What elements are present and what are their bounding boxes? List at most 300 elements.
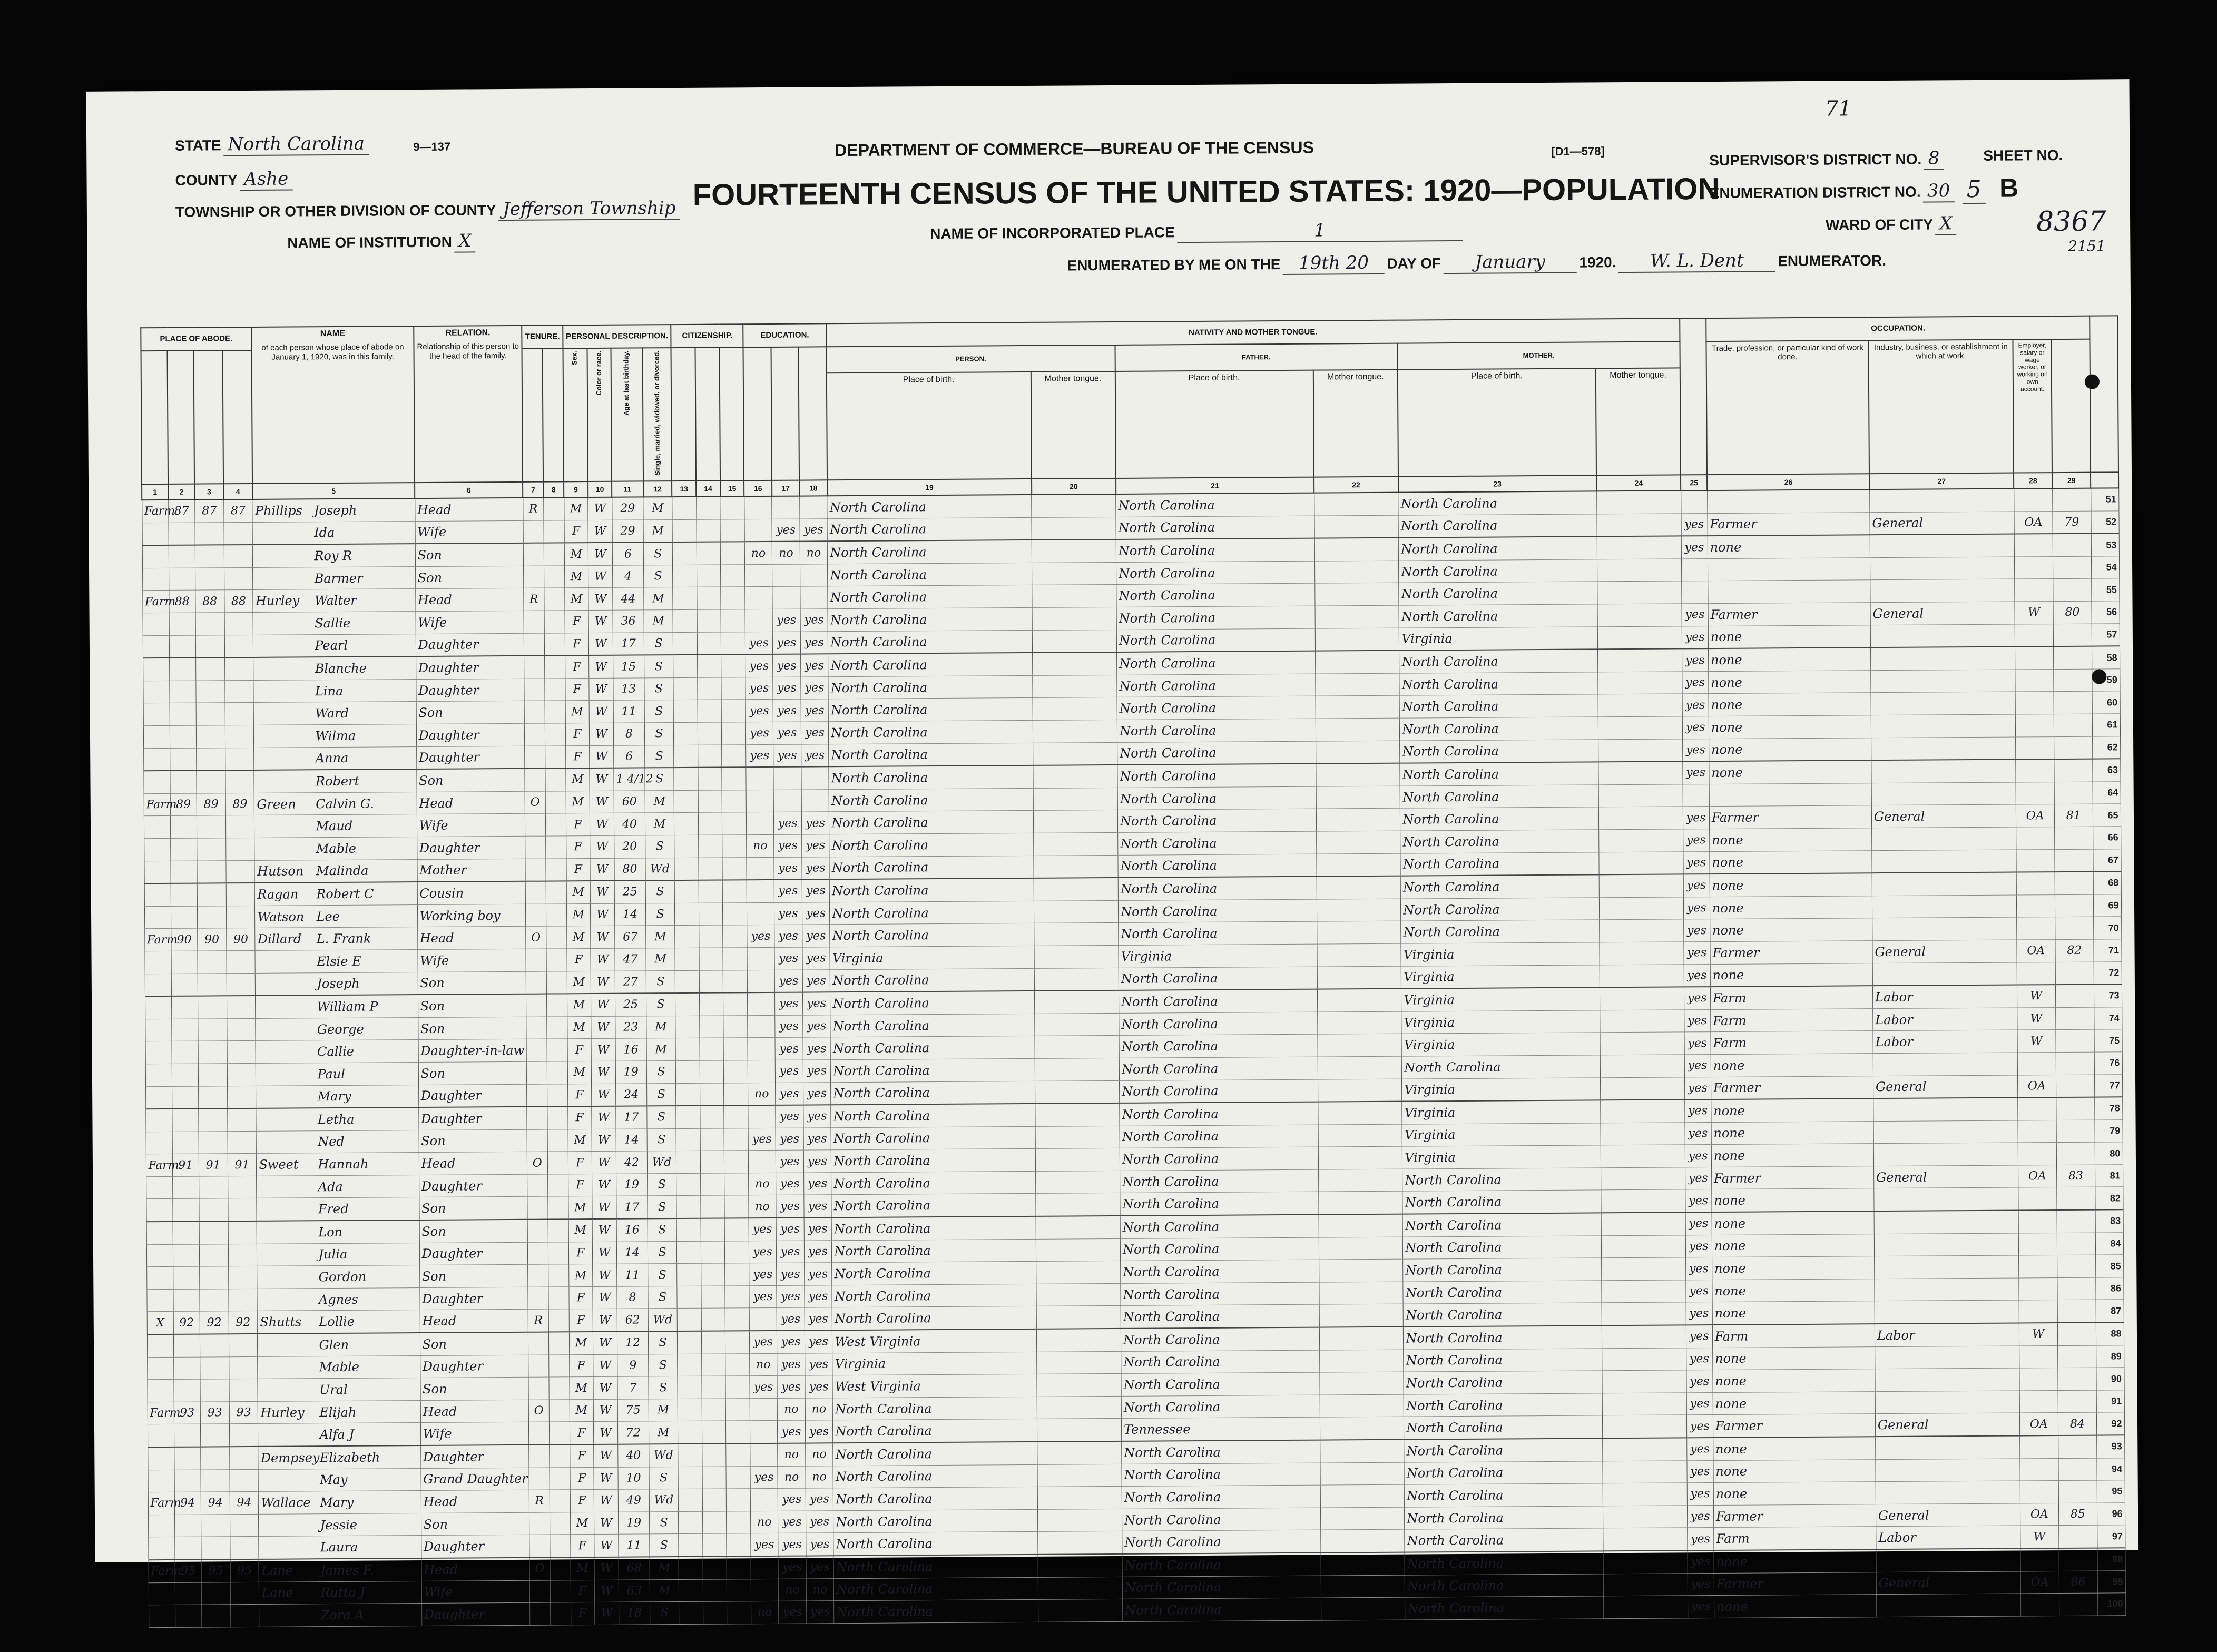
- cell-mother-birthplace: North Carolina: [1402, 1190, 1601, 1214]
- cell-birthplace: North Carolina: [834, 1600, 1038, 1624]
- cell-school: [750, 1489, 778, 1511]
- cell-family-number: [225, 770, 254, 793]
- cell-sex: F: [568, 1286, 593, 1309]
- cell-father-birthplace: North Carolina: [1117, 786, 1316, 810]
- cell-family-number: [229, 1424, 258, 1447]
- cell-industry: [1873, 1098, 2018, 1122]
- cell-immigration: [675, 948, 699, 970]
- column-number: 9: [564, 481, 588, 497]
- cell-employer: [2019, 1390, 2058, 1413]
- cell-trade: Farm: [1711, 1031, 1873, 1054]
- col-school-header: [743, 347, 772, 480]
- cell-mother-birthplace: Virginia: [1401, 965, 1600, 988]
- cell-marital: M: [644, 587, 673, 610]
- cell-age: 16: [616, 1218, 648, 1241]
- cell-dwelling-number: [201, 1537, 230, 1559]
- cell-mother-tongue: [1597, 514, 1681, 537]
- given-name: Joseph: [313, 503, 357, 518]
- cell-write: yes: [801, 722, 829, 744]
- sheet-field: [1983, 147, 2063, 164]
- cell-race: W: [593, 1242, 617, 1264]
- cell-name: [256, 1062, 418, 1085]
- cell-birthplace: North Carolina: [831, 1216, 1036, 1240]
- cell-house-number: [174, 1470, 201, 1492]
- cell-dwelling-number: [198, 1041, 227, 1064]
- cell-dwelling-number: [197, 906, 226, 929]
- cell-trade: none: [1710, 918, 1872, 941]
- cell-write: no: [800, 542, 828, 564]
- cell-read: yes: [773, 677, 801, 700]
- cell-trade: none: [1710, 896, 1872, 919]
- cell-race: W: [593, 1264, 617, 1287]
- column-number: 7: [523, 482, 543, 498]
- cell-mother-tongue: [1601, 1099, 1685, 1123]
- given-name: Laura: [320, 1539, 358, 1555]
- cell-read: yes: [777, 1331, 805, 1353]
- cell-school: yes: [749, 1331, 777, 1353]
- cell-sex: F: [570, 1444, 594, 1467]
- cell-industry: [1871, 714, 2015, 738]
- cell-father-tongue: [1314, 560, 1399, 584]
- cell-naturalization-year: [725, 1308, 749, 1331]
- cell-mother-tongue: [1602, 1393, 1686, 1416]
- row-number: 79: [2095, 1119, 2123, 1142]
- cell-farm-schedule: [2057, 1345, 2096, 1368]
- cell-relation: Daughter: [416, 746, 525, 769]
- enumerated-day: 19th 20: [1283, 252, 1385, 275]
- surname: [259, 1146, 318, 1147]
- cell-naturalization-year: [725, 1263, 749, 1286]
- cell-family-number: [230, 1514, 259, 1537]
- cell-school: no: [750, 1511, 778, 1533]
- cell-father-birthplace: North Carolina: [1116, 584, 1315, 607]
- cell-race: W: [592, 1129, 616, 1152]
- surname: Lane: [261, 1585, 293, 1601]
- col-marital-header: [642, 348, 672, 481]
- cell-mother-tongue: [1602, 1348, 1686, 1371]
- cell-sex: M: [566, 791, 590, 813]
- cell-immigration: [678, 1511, 702, 1534]
- cell-naturalization-year: [723, 1015, 748, 1038]
- column-number: 12: [643, 481, 672, 497]
- cell-relation: Daughter: [416, 723, 525, 746]
- cell-sex: F: [565, 655, 589, 678]
- cell-mother-tongue: [1603, 1506, 1687, 1529]
- column-number: 21: [1116, 477, 1314, 494]
- cell-age: 40: [617, 1444, 649, 1467]
- cell-school: [751, 1556, 779, 1579]
- cell-birthplace: North Carolina: [828, 675, 1033, 699]
- row-number: 55: [2092, 578, 2120, 601]
- cell-marital: M: [643, 497, 672, 519]
- cell-school: [750, 1421, 778, 1443]
- cell-employer: [2014, 534, 2053, 557]
- cell-father-birthplace: North Carolina: [1120, 1237, 1319, 1261]
- cell-home-owned: [527, 1174, 548, 1197]
- cell-street: [145, 1019, 171, 1041]
- surname: [256, 695, 315, 696]
- cell-mortgage: [543, 497, 564, 520]
- cell-mother-birthplace: North Carolina: [1402, 1213, 1601, 1236]
- cell-birthplace: North Carolina: [831, 1104, 1035, 1127]
- cell-relation: Daughter: [416, 633, 524, 656]
- cell-mother-tongue: [1601, 1257, 1685, 1281]
- county-value: Ashe: [240, 168, 292, 191]
- ward-value: X: [1935, 213, 1956, 235]
- cell-home-owned: R: [523, 498, 544, 520]
- cell-sex: F: [565, 678, 589, 701]
- cell-trade: none: [1714, 1549, 1876, 1573]
- cell-immigration: [675, 1083, 700, 1106]
- row-number: 89: [2096, 1345, 2124, 1368]
- cell-relation: Wife: [421, 1580, 530, 1604]
- cell-farm-schedule: [2056, 1052, 2094, 1075]
- cell-write: yes: [801, 744, 829, 766]
- cell-immigration: [674, 745, 698, 768]
- cell-mother-birthplace: North Carolina: [1400, 785, 1598, 809]
- cell-mother-birthplace: North Carolina: [1399, 694, 1598, 718]
- cell-home-owned: [524, 633, 544, 656]
- cell-marital: S: [644, 565, 673, 587]
- cell-tongue: [1033, 675, 1117, 698]
- cell-home-owned: [526, 994, 546, 1017]
- cell-naturalized: [700, 1038, 724, 1060]
- cell-industry: [1870, 579, 2015, 602]
- cell-school: no: [744, 542, 772, 564]
- cell-home-owned: [525, 904, 546, 927]
- cell-age: 63: [619, 1579, 650, 1602]
- given-name: Mable: [316, 841, 356, 856]
- cell-mortgage: [545, 745, 565, 768]
- cell-naturalized: [703, 1556, 727, 1579]
- cell-mother-birthplace: North Carolina: [1405, 1574, 1604, 1597]
- cell-street: [144, 883, 171, 906]
- cell-age: 25: [615, 994, 646, 1016]
- cell-birthplace: North Carolina: [830, 968, 1035, 992]
- cell-name: [258, 1310, 420, 1334]
- cell-dwelling-number: [200, 1289, 229, 1312]
- cell-farm-schedule: [2053, 646, 2092, 670]
- group-education: EDUCATION.: [743, 323, 827, 347]
- cell-dwelling-number: [195, 658, 224, 681]
- row-number: 53: [2091, 534, 2119, 556]
- cell-father-birthplace: North Carolina: [1120, 1102, 1318, 1126]
- cell-mother-tongue: [1602, 1415, 1686, 1438]
- cell-dwelling-number: [195, 522, 224, 545]
- cell-sex: F: [567, 1084, 592, 1106]
- given-name: Robert: [315, 773, 360, 789]
- cell-house-number: [169, 635, 195, 658]
- row-number: 91: [2096, 1390, 2124, 1413]
- cell-sex: F: [566, 858, 590, 881]
- cell-employer: [2020, 1594, 2059, 1616]
- cell-mother-tongue: [1598, 784, 1683, 808]
- cell-speaks-english: yes: [1686, 1302, 1712, 1325]
- cell-industry: [1872, 872, 2016, 896]
- cell-mother-tongue: [1600, 987, 1684, 1010]
- given-name: Julia: [318, 1247, 348, 1262]
- color-label: Color or race.: [594, 350, 603, 396]
- cell-birthplace: North Carolina: [829, 878, 1034, 902]
- cell-street: [144, 906, 171, 929]
- cell-read: yes: [776, 1060, 803, 1083]
- cell-speaks-english: yes: [1682, 739, 1709, 761]
- cell-home-owned: [523, 566, 544, 588]
- cell-family-number: [227, 973, 256, 996]
- cell-write: no: [806, 1466, 833, 1488]
- cell-industry: [1870, 647, 2015, 671]
- cell-marital: M: [643, 519, 672, 542]
- row-number: 78: [2095, 1097, 2123, 1119]
- cell-farm-schedule: [2058, 1390, 2096, 1413]
- cell-mortgage: [549, 1422, 570, 1444]
- cell-age: 10: [618, 1467, 650, 1489]
- column-number: 6: [415, 482, 523, 498]
- cell-speaks-english: yes: [1683, 874, 1710, 897]
- cell-age: 9: [617, 1354, 649, 1377]
- cell-street: [143, 681, 169, 703]
- cell-tongue: [1032, 607, 1116, 630]
- cell-read: yes: [776, 1150, 804, 1173]
- cell-race: W: [594, 1535, 619, 1557]
- row-number: 67: [2093, 849, 2121, 871]
- cell-name: [254, 769, 416, 793]
- cell-street: [144, 838, 170, 861]
- given-name: Calvin G.: [316, 796, 374, 811]
- cell-naturalized: [699, 925, 723, 948]
- cell-age: 44: [613, 587, 644, 610]
- cell-father-tongue: [1314, 538, 1399, 561]
- cell-name: [252, 521, 415, 545]
- cell-age: 17: [616, 1196, 648, 1218]
- cell-house-number: [174, 1515, 201, 1537]
- group-citizenship: CITIZENSHIP.: [671, 324, 743, 348]
- cell-farm-schedule: 86: [2059, 1571, 2097, 1594]
- cell-trade: none: [1710, 963, 1872, 987]
- cell-mortgage: [545, 813, 566, 836]
- township-label: TOWNSHIP OR OTHER DIVISION OF COUNTY: [175, 202, 496, 220]
- cell-mother-birthplace: North Carolina: [1404, 1325, 1602, 1349]
- cell-home-owned: [525, 836, 546, 859]
- cell-street: [143, 658, 169, 681]
- row-number: 60: [2092, 691, 2120, 714]
- cell-marital: S: [650, 1534, 679, 1557]
- cell-mother-tongue: [1598, 716, 1682, 740]
- cell-farm-schedule: [2053, 556, 2091, 579]
- cell-father-birthplace: North Carolina: [1120, 1125, 1318, 1148]
- cell-age: 14: [616, 1242, 648, 1264]
- cell-birthplace: North Carolina: [832, 1306, 1036, 1330]
- cell-age: 14: [616, 1129, 648, 1152]
- cell-write: yes: [803, 1015, 831, 1037]
- cell-marital: S: [647, 1128, 676, 1151]
- cell-family-number: [230, 1605, 259, 1627]
- cell-race: W: [588, 633, 613, 655]
- cell-school: [747, 970, 775, 992]
- cell-naturalization-year: [723, 992, 748, 1015]
- incorporated-value: 1: [1177, 219, 1463, 243]
- cell-mother-birthplace: North Carolina: [1399, 582, 1597, 605]
- cell-farm-schedule: [2054, 736, 2092, 760]
- cell-race: W: [594, 1489, 618, 1512]
- cell-trade: none: [1709, 828, 1871, 851]
- cell-father-birthplace: Tennessee: [1121, 1418, 1320, 1441]
- cell-birthplace: North Carolina: [828, 630, 1033, 654]
- cell-school: [746, 767, 774, 790]
- cell-family-number: [229, 1289, 258, 1311]
- cell-family-number: [229, 1356, 258, 1379]
- cell-family-number: [227, 996, 256, 1018]
- cell-trade: [1708, 558, 1870, 581]
- cell-employer: [2016, 894, 2055, 917]
- cell-father-birthplace: North Carolina: [1116, 516, 1314, 539]
- cell-employer: [2014, 488, 2052, 512]
- cell-street: [143, 771, 170, 793]
- cell-industry: [1870, 534, 2014, 558]
- cell-street: [145, 1086, 172, 1109]
- cell-immigration: [677, 1309, 701, 1331]
- cell-naturalization-year: [722, 835, 747, 858]
- cell-house-number: 95: [175, 1560, 201, 1582]
- cell-tongue: [1037, 1351, 1121, 1374]
- cell-street: [148, 1447, 174, 1470]
- col-trade-header: Trade, profession, or particular kind of work done.: [1706, 340, 1870, 475]
- surname: [261, 1484, 320, 1485]
- cell-write: yes: [803, 1037, 831, 1060]
- census-body: [142, 488, 2125, 1627]
- cell-dwelling-number: [200, 1356, 229, 1379]
- cell-trade: Farmer: [1713, 1414, 1875, 1438]
- cell-immigration: [673, 587, 697, 610]
- cell-naturalization-year: [727, 1511, 751, 1534]
- cell-family-number: [228, 1131, 257, 1154]
- cell-tongue: [1037, 1419, 1122, 1442]
- cell-race: W: [594, 1467, 618, 1490]
- cell-father-birthplace: North Carolina: [1119, 1057, 1318, 1080]
- cell-father-birthplace: North Carolina: [1122, 1440, 1320, 1464]
- surname: Phillips: [254, 503, 302, 518]
- cell-marital: M: [650, 1557, 679, 1579]
- cell-birthplace: North Carolina: [832, 1239, 1036, 1263]
- cell-father-tongue: [1314, 583, 1399, 606]
- cell-marital: S: [648, 1218, 676, 1241]
- cell-mother-tongue: [1601, 1235, 1685, 1258]
- cell-farm-schedule: [2054, 759, 2093, 782]
- surname: Hurley: [255, 593, 300, 609]
- given-name: Ada: [318, 1179, 343, 1194]
- cell-naturalized: [702, 1467, 727, 1489]
- given-name: Zora A: [320, 1607, 364, 1623]
- cell-name: [259, 1581, 421, 1604]
- cell-sex: F: [564, 520, 588, 543]
- cell-naturalized: [700, 1083, 724, 1106]
- cell-write: yes: [802, 925, 830, 947]
- cell-father-tongue: [1316, 853, 1400, 877]
- cell-tongue: [1037, 1374, 1121, 1397]
- cell-relation: Daughter: [417, 836, 525, 859]
- cell-house-number: [171, 861, 197, 883]
- cell-employer: [2018, 1233, 2057, 1255]
- given-name: Lollie: [319, 1314, 355, 1330]
- cell-tongue: [1034, 923, 1119, 946]
- cell-sex: F: [571, 1602, 595, 1625]
- cell-name: [259, 1604, 421, 1627]
- cell-age: 49: [618, 1489, 650, 1512]
- cell-birthplace: North Carolina: [833, 1509, 1038, 1533]
- cell-industry: General: [1875, 1413, 2019, 1437]
- cell-write: no: [806, 1578, 834, 1601]
- cell-dwelling-number: 94: [201, 1492, 230, 1515]
- cell-mortgage: [545, 701, 565, 723]
- cell-birthplace: Virginia: [832, 1352, 1037, 1375]
- incorporated-label: NAME OF INCORPORATED PLACE: [930, 224, 1175, 242]
- cell-mother-birthplace: North Carolina: [1398, 514, 1597, 538]
- cell-home-owned: [528, 1355, 549, 1378]
- cell-write: yes: [802, 902, 830, 925]
- cell-house-number: [172, 1132, 199, 1154]
- cell-naturalization-year: [722, 767, 746, 790]
- cell-industry: Labor: [1875, 1323, 2019, 1347]
- given-name: Sallie: [315, 615, 351, 631]
- cell-family-number: [225, 815, 254, 838]
- cell-name: [256, 1107, 418, 1131]
- cell-father-tongue: [1320, 1417, 1404, 1440]
- cell-race: W: [593, 1354, 617, 1377]
- cell-naturalization-year: [725, 1353, 750, 1376]
- cell-mother-tongue: [1603, 1483, 1687, 1506]
- cell-mortgage: [546, 949, 567, 971]
- cell-name: [254, 859, 417, 883]
- cell-mother-tongue: [1598, 694, 1682, 717]
- cell-mortgage: [548, 1309, 569, 1332]
- given-name: Letha: [317, 1112, 355, 1127]
- cell-relation: Wife: [420, 1422, 529, 1446]
- cell-relation: Head: [420, 1310, 528, 1333]
- cell-mortgage: [547, 1061, 567, 1084]
- cell-tongue: [1038, 1599, 1123, 1622]
- cell-speaks-english: yes: [1682, 671, 1708, 694]
- cell-father-tongue: [1316, 741, 1400, 764]
- cell-father-tongue: [1317, 943, 1401, 967]
- institution-label: NAME OF INSTITUTION: [287, 233, 453, 251]
- cell-father-birthplace: North Carolina: [1118, 877, 1317, 900]
- cell-employer: [2016, 849, 2055, 872]
- cell-father-tongue: [1315, 673, 1399, 696]
- cell-home-owned: R: [529, 1490, 550, 1512]
- cell-house-number: [172, 1041, 198, 1064]
- cell-industry: [1870, 624, 2015, 648]
- cell-dwelling-number: [197, 770, 225, 793]
- surname: [257, 785, 316, 786]
- cell-father-tongue: [1315, 651, 1399, 674]
- cell-farm-schedule: 82: [2055, 939, 2094, 962]
- surname: [255, 537, 314, 538]
- cell-home-owned: O: [527, 1152, 547, 1174]
- cell-write: yes: [803, 1082, 831, 1105]
- cell-tongue: [1034, 945, 1119, 968]
- cell-employer: [2018, 1187, 2057, 1211]
- cell-write: yes: [801, 812, 829, 834]
- cell-farm-schedule: [2053, 579, 2091, 602]
- cell-age: 19: [615, 1061, 647, 1084]
- cell-mother-tongue: [1603, 1460, 1687, 1483]
- cell-family-number: [228, 1266, 257, 1289]
- cell-mother-tongue: [1599, 851, 1683, 874]
- cell-family-number: [227, 1108, 256, 1131]
- col-naturalized-header: [695, 348, 720, 481]
- cell-name: [255, 904, 417, 928]
- cell-marital: S: [645, 768, 674, 790]
